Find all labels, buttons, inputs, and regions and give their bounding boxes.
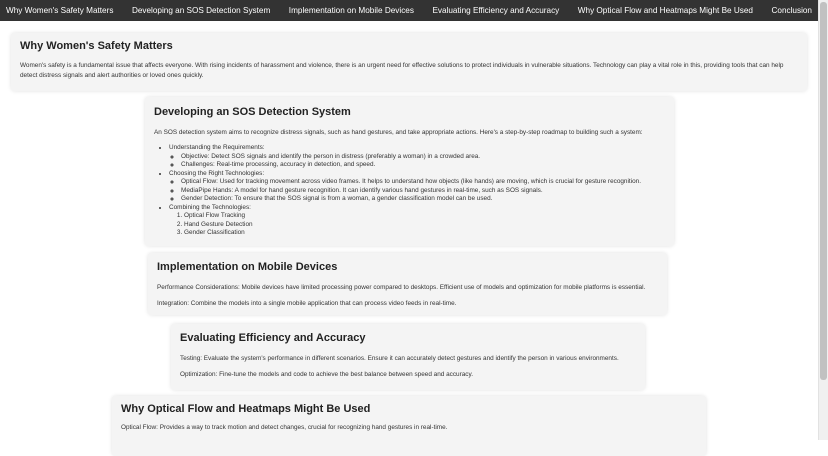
section-why-womens-safety <box>11 33 807 91</box>
nav-link-efficiency-accuracy[interactable]: Evaluating Efficiency and Accuracy <box>432 6 560 15</box>
list-item: ◦ Objective: Detect SOS signals and identify the person in distress (preferably a woman) in a crowded area. <box>181 153 665 162</box>
nav-link-mobile-implementation[interactable]: Implementation on Mobile Devices <box>288 6 414 15</box>
list-item: ◦ Optical Flow: Used for tracking movement across video frames. It helps to understand how objects (like hands) are moving, which is crucial for gesture recognition. <box>181 178 665 187</box>
list-item: 2. Hand Gesture Detection <box>184 221 665 230</box>
nav-link-sos-detection[interactable]: Developing an SOS Detection System <box>131 6 271 15</box>
list-item <box>169 144 665 170</box>
section-title: Why Women's Safety Matters <box>20 40 173 52</box>
list-item: 1. Optical Flow Tracking <box>184 212 665 221</box>
sub-list <box>169 178 665 204</box>
list-item: ◦ Challenges: Real-time processing, accuracy in detection, and speed. <box>181 161 665 170</box>
list-item: ◦ Gender Detection: To ensure that the SOS signal is from a woman, a gender classification model can be used. <box>181 195 665 204</box>
list-item-label: Understanding the Requirements: <box>169 144 265 152</box>
scrollbar-thumb[interactable] <box>820 2 827 380</box>
nav-link-why-womens-safety[interactable]: Why Women's Safety Matters <box>6 6 114 15</box>
section-body: Women's safety is a fundamental issue that affects everyone. With rising incidents of harassment and violence, there is an urgent need for effective solutions to protect individuals in vulnerable situations. Technology can play a vital role in this, providing tools that can help detect distress signals and alert authorities or loved ones quickly. <box>20 62 784 79</box>
section-title: Evaluating Efficiency and Accuracy <box>180 332 366 344</box>
sub-list <box>169 153 665 170</box>
section-title: Implementation on Mobile Devices <box>157 261 338 273</box>
roadmap-list <box>154 144 665 238</box>
section-paragraph: Integration: Combine the models into a single mobile application that can process video feeds in real-time. <box>157 300 457 308</box>
section-paragraph: Optimization: Fine-tune the models and code to achieve the best balance between speed and accuracy. <box>180 371 473 379</box>
section-title: Why Optical Flow and Heatmaps Might Be Used <box>121 403 371 415</box>
section-efficiency-accuracy <box>171 324 645 390</box>
section-paragraph: Optical Flow: Provides a way to track motion and detect changes, crucial for recognizing hand gestures in real-time. <box>121 424 448 431</box>
section-title: Developing an SOS Detection System <box>154 106 351 118</box>
section-optical-flow-heatmaps <box>112 396 706 456</box>
list-item-label: Combining the Technologies: <box>169 203 251 211</box>
list-item: ◦ MediaPipe Hands: A model for hand gesture recognition. It can identify various hand gestures in real-time, such as SOS signals. <box>181 187 665 196</box>
section-mobile-implementation <box>148 253 667 315</box>
list-item <box>169 204 665 238</box>
section-sos-detection <box>145 97 674 246</box>
ordered-sub-list <box>169 212 665 238</box>
list-item <box>169 170 665 204</box>
section-intro: An SOS detection system aims to recognize distress signals, such as hand gestures, and take appropriate actions. Here's a step-by-step roadmap to building such a system: <box>154 129 643 136</box>
list-item: 3. Gender Classification <box>184 229 665 238</box>
section-paragraph: Testing: Evaluate the system's performance in different scenarios. Ensure it can accurately detect gestures and identify the person in various environments. <box>180 355 619 362</box>
top-navigation-bar <box>0 0 818 21</box>
section-paragraph: Performance Considerations: Mobile devices have limited processing power compared to desktops. Efficient use of models and optimization for mobile platforms is essential. <box>157 284 646 291</box>
list-item-label: Choosing the Right Technologies: <box>169 169 265 177</box>
vertical-scrollbar[interactable] <box>818 0 828 440</box>
nav-link-conclusion[interactable]: Conclusion <box>771 6 812 15</box>
nav-link-optical-flow-heatmaps[interactable]: Why Optical Flow and Heatmaps Might Be Used <box>577 6 753 15</box>
